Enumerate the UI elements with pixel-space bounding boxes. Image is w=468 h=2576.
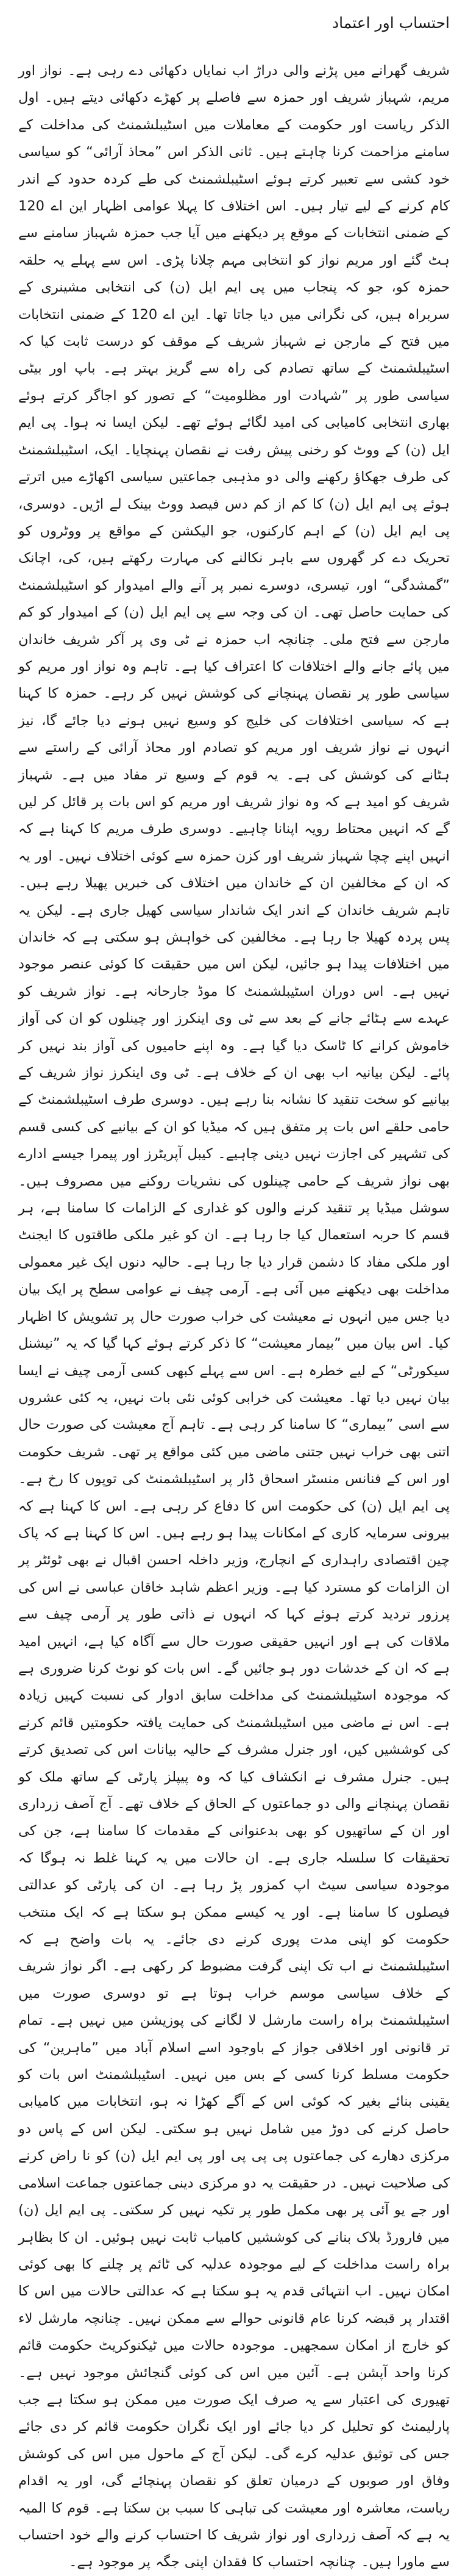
article-body: شریف گھرانے میں پڑنے والی دراڑ اب نمایاں دکھائی دے رہی ہے۔ نواز اور مریم، شہباز شریف اور حمزہ سے فاصلے پر کھڑے دکھائی دیتے ہیں۔ اول الذکر ریاست اور حکومت کے معاملات میں اسٹیبلشمنٹ کی مداخلت کے سامنے مزاحمت کرنا چاہتے ہیں۔ ثانی الذکر اس ”محاذ آرائی“ کو سیاسی خود کشی سے تعبیر کرتے ہوئے اسٹیبلشمنٹ کی طے کردہ حدود کے اندر کام کرنے کے لیے تیار ہیں۔ اس اختلاف کا پہلا عوامی اظہار این اے 120 کے ضمنی انتخابات کے موقع پر دیکھنے میں آیا جب حمزہ شہباز سامنے سے ہٹ گئے اور مریم نواز کو انتخابی مہم چلانا پڑی۔ اس سے پہلے یہ حلقہ حمزہ کو، جو کہ پنجاب میں پی ایم ایل (ن) کی انتخابی مشینری کے سربراہ ہیں، کی نگرانی میں دیا جاتا تھا۔ این اے 120 کے ضمنی انتخابات میں فتح کے مارجن نے شہباز شریف کے موقف کو درست ثابت کیا کہ اسٹیبلشمنٹ کے ساتھ تصادم کی راہ سے گریز بہتر ہے۔ باپ اور بیٹی سیاسی طور پر ”شہادت اور مظلومیت“ کے تصور کو اجاگر کرتے ہوئے بھاری انتخابی کامیابی کی امید لگائے ہوئے تھے۔ لیکن ایسا نہ ہوا۔ پی ایم ایل (ن) کے ووٹ کو رخنی پیش رفت نے نقصان پہنچایا۔ ایک، اسٹیبلشمنٹ کی طرف جھکاؤ رکھنے والی دو مذہبی جماعتیں سیاسی اکھاڑے میں اترتے ہوئے پی ایم ایل (ن) کا کم از کم دس فیصد ووٹ بینک لے اڑیں۔ دوسری، پی ایم ایل (ن) کے اہم کارکنوں، جو الیکشن کے مواقع پر ووٹروں کو تحریک دے کر گھروں سے باہر نکالنے کی مہارت رکھتے ہیں، کی، اچانک ”گمشدگی“ اور، تیسری، دوسرے نمبر پر آنے والے امیدوار کو اسٹیبلشمنٹ کی حمایت حاصل تھی۔ ان کی وجہ سے پی ایم ایل (ن) کے امیدوار کو کم مارجن سے فتح ملی۔ چنانچہ اب حمزہ نے ٹی وی پر آکر شریف خاندان میں پائے جانے والے اختلافات کا اعتراف کیا ہے۔ تاہم وہ نواز اور مریم کو سیاسی طور پر نقصان پہنچانے کی کوشش نہیں کر رہے۔ حمزہ کا کہنا ہے کہ سیاسی اختلافات کی خلیج کو وسیع نہیں ہونے دیا جائے گا، نیز انہوں نے نواز شریف اور مریم کو تصادم اور محاذ آرائی کے راستے سے ہٹانے کی کوشش کی ہے۔ یہ قوم کے وسیع تر مفاد میں ہے۔ شہباز شریف کو امید ہے کہ وہ نواز شریف اور مریم کو اس بات پر قائل کر لیں گے کہ انہیں محتاط رویہ اپنانا چاہیے۔ دوسری طرف مریم کا کہنا ہے کہ انہیں اپنے چچا شہباز شریف اور کزن حمزہ سے کوئی اختلاف نہیں۔ اور یہ کہ ان کے مخالفین ان کے خاندان میں اختلاف کی خبریں پھیلا رہے ہیں۔ تاہم شریف خاندان کے اندر ایک شاندار سیاسی کھیل جاری ہے۔ لیکن یہ پس پردہ کھیلا جا رہا ہے۔ مخالفین کی خواہش ہو سکتی ہے کہ خاندان میں اختلافات پیدا ہو جائیں، لیکن اس میں حقیقت کا کوئی عنصر موجود نہیں ہے۔ اس دوران اسٹیبلشمنٹ کا موڈ جارحانہ ہے۔ نواز شریف کو عہدے سے ہٹائے جانے کے بعد سے ٹی وی اینکرز اور چینلوں کو ان کی آواز خاموش کرانے کا ٹاسک دیا گیا ہے۔ وہ اپنے حامیوں کی آواز بند نہیں کر پائے۔ لیکن بیانیہ اب بھی ان کے خلاف ہے۔ ٹی وی اینکرز نواز شریف کے بیانیے کو سخت تنقید کا نشانہ بنا رہے ہیں۔ دوسری طرف اسٹیبلشمنٹ کے حامی حلقے اس بات پر متفق ہیں کہ میڈیا کو ان کے بیانیے کی کسی قسم کی تشہیر کی اجازت نہیں دینی چاہیے۔ کیبل آپریٹرز اور پیمرا جیسے ادارے بھی نواز شریف کے حامی چینلوں کی نشریات روکنے میں مصروف ہیں۔ سوشل میڈیا پر تنقید کرنے والوں کو غداری کے الزامات کا سامنا ہے، ہر قسم کا حربہ استعمال کیا جا رہا ہے۔ ان کو غیر ملکی طاقتوں کا ایجنٹ اور ملکی مفاد کا دشمن قرار دیا جا رہا ہے۔ حالیہ دنوں ایک غیر معمولی مداخلت بھی دیکھنے میں آئی ہے۔ آرمی چیف نے عوامی سطح پر ایک بیان دیا جس میں انہوں نے معیشت کی خراب صورت حال پر تشویش کا اظہار کیا۔ اس بیان میں ”بیمار معیشت“ کا ذکر کرتے ہوئے کہا گیا کہ یہ ”نیشنل سیکورٹی“ کے لیے خطرہ ہے۔ اس سے پہلے کبھی کسی آرمی چیف نے ایسا بیان نہیں دیا تھا۔ معیشت کی خرابی کوئی نئی بات نہیں، یہ کئی عشروں سے اسی ”بیماری“ کا سامنا کر رہی ہے۔ تاہم آج معیشت کی صورت حال اتنی بھی خراب نہیں جتنی ماضی میں کئی مواقع پر تھی۔ شریف حکومت اور اس کے فنانس منسٹر اسحاق ڈار پر اسٹیبلشمنٹ کی توپوں کا رخ ہے۔ پی ایم ایل (ن) کی حکومت اس کا دفاع کر رہی ہے۔ اس کا کہنا ہے کہ بیرونی سرمایہ کاری کے امکانات پیدا ہو رہے ہیں۔ اس کا کہنا ہے کہ پاک چین اقتصادی راہداری کے انچارج، وزیر داخلہ احسن اقبال نے بھی ٹوئٹر پر ان الزامات کو مسترد کیا ہے۔ وزیر اعظم شاہد خاقان عباسی نے اس کی پرزور تردید کرتے ہوئے کہا کہ انہوں نے ذاتی طور پر آرمی چیف سے ملاقات کی ہے اور انہیں حقیقی صورت حال سے آگاہ کیا ہے، انہیں امید ہے کہ ان کے خدشات دور ہو جائیں گے۔ اس بات کو نوٹ کرنا ضروری ہے کہ موجودہ اسٹیبلشمنٹ کی مداخلت سابق ادوار کی نسبت کہیں زیادہ ہے۔ اس نے ماضی میں اسٹیبلشمنٹ کی حمایت یافتہ حکومتیں قائم کرنے کی کوششیں کیں، اور جنرل مشرف کے حالیہ بیانات اس کی تصدیق کرتے ہیں۔ جنرل مشرف نے انکشاف کیا کہ وہ پیپلز پارٹی کے ساتھ ملک کو نقصان پہنچانے والی دو جماعتوں کے الحاق کے خلاف تھے۔ آج آصف زرداری اور ان کے ساتھیوں کو بھی بدعنوانی کے مقدمات کا سامنا ہے، جن کی تحقیقات کا سلسلہ جاری ہے۔ ان حالات میں یہ کہنا غلط نہ ہوگا کہ موجودہ سیاسی سیٹ اپ کمزور پڑ رہا ہے۔ ان کی پارٹی کو عدالتی فیصلوں کا سامنا ہے۔ اور یہ کیسے ممکن ہو سکتا ہے کہ ایک منتخب حکومت کو اپنی مدت پوری کرنے دی جائے۔ یہ بات واضح ہے کہ اسٹیبلشمنٹ نے اب تک اپنی گرفت مضبوط کر رکھی ہے۔ اگر نواز شریف کے خلاف سیاسی موسم خراب ہوتا ہے تو دوسری صورت میں اسٹیبلشمنٹ براہ راست مارشل لا لگانے کی پوزیشن میں نہیں ہے۔ تمام تر قانونی اور اخلاقی جواز کے باوجود اسے اسلام آباد میں ”ماہرین“ کی حکومت مسلط کرنا کسی کے بس میں نہیں۔ اسٹیبلشمنٹ اس بات کو یقینی بنائے بغیر کہ کوئی اس کے آگے کھڑا نہ ہو، انتخابات میں کامیابی حاصل کرنے کی دوڑ میں شامل نہیں ہو سکتی۔ لیکن اس کے پاس دو مرکزی دھارے کی جماعتوں پی پی پی اور پی ایم ایل (ن) کو نا راض کرنے کی صلاحیت نہیں۔ در حقیقت یہ دو مرکزی دینی جماعتوں جماعت اسلامی اور جے یو آئی پر بھی مکمل طور پر تکیہ نہیں کر سکتی۔ پی ایم ایل (ن) میں فارورڈ بلاک بنانے کی کوششیں کامیاب ثابت نہیں ہوئیں۔ ان کا بظاہر براہ راست مداخلت کے لیے موجودہ عدلیہ کی ٹائم پر چلنے کا بھی کوئی امکان نہیں۔ اب انتہائی قدم یہ ہو سکتا ہے کہ عدالتی حالات میں اس کا اقتدار پر قبضہ کرنا عام قانونی حوالے سے ممکن نہیں۔ چنانچہ مارشل لاء کو خارج از امکان سمجھیں۔ موجودہ حالات میں ٹیکنوکریٹ حکومت قائم کرنا واحد آپشن ہے۔ آئین میں اس کی کوئی گنجائش موجود نہیں ہے۔ تھیوری کی اعتبار سے یہ صرف ایک صورت میں ممکن ہو سکتا ہے جب پارلیمنٹ کو تحلیل کر دیا جائے اور ایک نگران حکومت قائم کر دی جائے جس کی توثیق عدلیہ کرے گی۔ لیکن آج کے ماحول میں اس کی کوشش وفاق اور صوبوں کے درمیان تعلق کو نقصان پہنچائے گی، اور یہ اقدام ریاست، معاشرہ اور معیشت کی تباہی کا سبب بن سکتا ہے۔ قوم کا المیہ یہ ہے کہ آصف زرداری اور نواز شریف کا احتساب کرنے والے خود احتساب سے ماورا ہیں۔ چنانچہ احتساب کا فقدان اپنی جگہ پر موجود ہے۔ [18,63,450,2571]
article [18,10,450,2576]
article-title: احتساب اور اعتماد [332,14,450,32]
